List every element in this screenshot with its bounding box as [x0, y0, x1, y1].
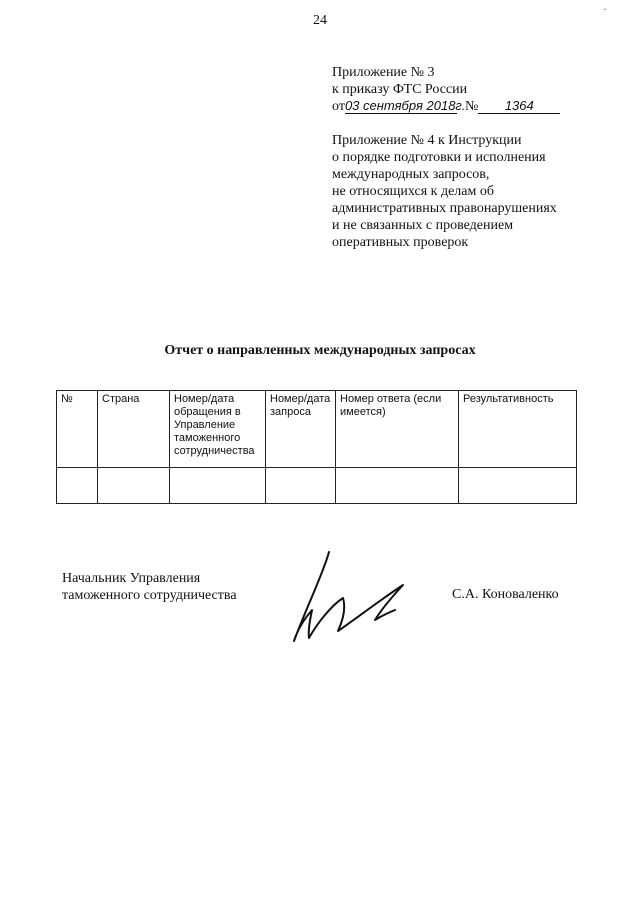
- table-cell: [459, 468, 577, 504]
- column-header-effectiveness: Результативность: [459, 391, 577, 468]
- signatory-position-line: Начальник Управления: [62, 571, 201, 586]
- appendix-title: Приложение № 3: [332, 65, 435, 80]
- instruction-line: оперативных проверок: [332, 235, 469, 250]
- instruction-line: не относящихся к делам об: [332, 184, 494, 199]
- signatory-position: [62, 570, 237, 604]
- column-header-country: Страна: [98, 391, 170, 468]
- signatory-position-line: таможенного сотрудничества: [62, 588, 237, 603]
- table-header-row: [57, 391, 577, 468]
- order-date-year: 2018г.: [426, 98, 466, 113]
- instruction-line: и не связанных с проведением: [332, 218, 514, 233]
- instruction-line: о порядке подготовки и исполнения: [332, 150, 546, 165]
- order-number: 1364: [478, 99, 560, 114]
- table-cell: [336, 468, 459, 504]
- column-header-number: №: [57, 391, 98, 468]
- instruction-line: административных правонарушениях: [332, 201, 557, 216]
- order-date-day: 03: [344, 98, 360, 113]
- appendix-order-ref: к приказу ФТС России: [332, 82, 468, 97]
- report-title: Отчет о направленных международных запросах: [164, 343, 476, 358]
- instruction-line: Приложение № 4 к Инструкции: [332, 133, 522, 148]
- order-date-month: сентября: [363, 98, 423, 113]
- number-sign: №: [464, 99, 479, 114]
- appendix-date-line: [332, 98, 632, 115]
- column-header-request: Номер/дата запроса: [266, 391, 336, 468]
- appendix-header: [332, 64, 632, 115]
- date-prefix: от: [332, 99, 345, 114]
- instruction-reference: [332, 132, 632, 251]
- instruction-line: международных запросов,: [332, 167, 490, 182]
- table-row: [57, 468, 577, 504]
- handwritten-signature: [285, 548, 425, 648]
- signatory-name: С.А. Коноваленко: [452, 587, 559, 602]
- report-table: [56, 390, 577, 504]
- page-number: 24: [313, 13, 327, 28]
- corner-mark: ·: [603, 2, 607, 16]
- table-cell: [266, 468, 336, 504]
- order-date-field: [344, 98, 466, 114]
- table-cell: [57, 468, 98, 504]
- table-cell: [98, 468, 170, 504]
- table-cell: [170, 468, 266, 504]
- column-header-response: Номер ответа (если имеется): [336, 391, 459, 468]
- column-header-appeal: Номер/дата обращения в Управление таможенного сотрудничества: [170, 391, 266, 468]
